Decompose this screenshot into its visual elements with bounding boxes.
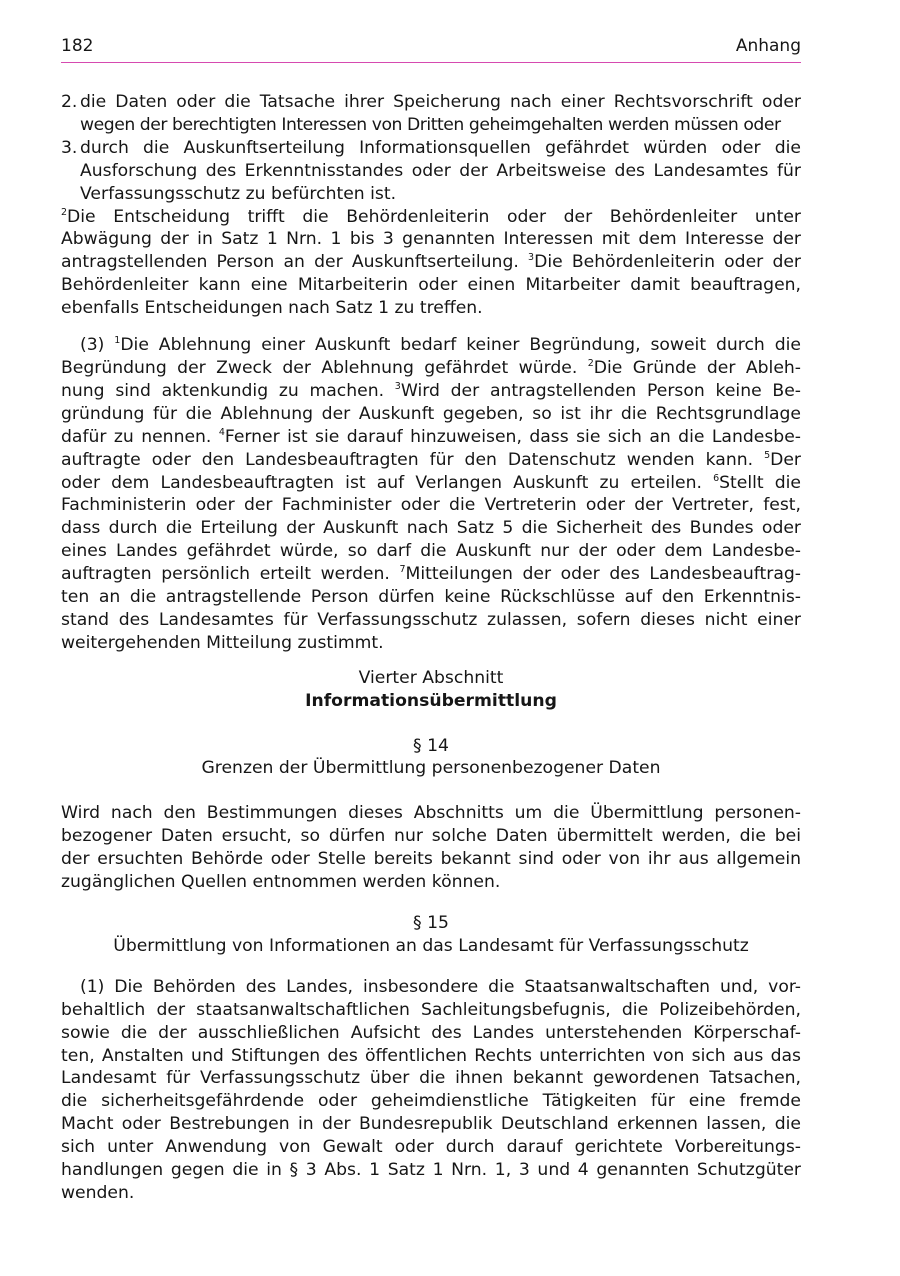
running-header — [61, 36, 801, 63]
paragraph-line: antragstellenden Person an der Auskunftserteilung. — [61, 252, 529, 273]
sentence-number: 5 — [764, 449, 771, 461]
list-item-line: Verfassungsschutz zu befürchten ist. — [80, 183, 397, 204]
paragraph-line: dafür zu nennen. — [61, 426, 219, 447]
paragraph-line: handlungen gegen die in § 3 Abs. 1 Satz 1 Nrn. 1, 3 und 4 genannten Schutzgüter — [61, 1160, 801, 1181]
paragraph-line: Abwägung der in Satz 1 Nrn. 1 bis 3 genannten Interessen mit dem Interesse der — [61, 229, 801, 250]
paragraph-title: Grenzen der Übermittlung personenbezogener Daten — [201, 758, 661, 779]
paragraph-line: Mitteilungen der oder des Landesbeauftrag- — [405, 564, 801, 585]
header-title: Anhang — [735, 36, 801, 56]
paragraph-line: (1) Die Behörden des Landes, insbesondere die Staatsanwaltschaften und, vor- — [80, 976, 801, 997]
paragraph-line: weitergehenden Mitteilung zustimmt. — [61, 632, 384, 653]
paragraph-line: oder dem Landesbeauftragten ist auf Verlangen Auskunft zu erteilen. — [61, 472, 714, 493]
paragraph-line: Der — [770, 449, 801, 470]
paragraph-line: ten, Anstalten und Stiftungen des öffentlichen Rechts unterrichten von sich aus das — [61, 1045, 801, 1066]
paragraph-symbol: § 14 — [413, 735, 449, 756]
paragraph-line: zugänglichen Quellen entnommen werden können. — [61, 872, 501, 893]
paragraph-line: sich unter Anwendung von Gewalt oder durch darauf gerichtete Vorbereitungs- — [61, 1137, 801, 1158]
page-body — [61, 91, 801, 1205]
paragraph-line: stand des Landesamtes für Verfassungsschutz zulassen, sofern dieses nicht einer — [61, 609, 801, 630]
paragraph-symbol: § 15 — [413, 913, 449, 933]
list-item — [61, 91, 801, 137]
paragraph-line: Die Ablehnung einer Auskunft bedarf keiner Begründung, soweit durch die — [120, 335, 801, 356]
paragraph-abs3 — [61, 334, 801, 655]
sentence-number: 3 — [528, 252, 535, 264]
paragraph-line: Macht oder Bestrebungen in der Bundesrepublik Deutschland erkennen lassen, die — [61, 1114, 801, 1135]
list-item — [61, 137, 801, 206]
sentence-number: 7 — [399, 564, 406, 576]
paragraph-line: der ersuchten Behörde oder Stelle bereits bekannt sind oder von ihr aus allgemein — [61, 849, 801, 870]
paragraph-line: ten an die antragstellende Person dürfen keine Rückschlüsse auf den Erkenntnis- — [61, 587, 801, 608]
sentence-number: 4 — [218, 426, 225, 438]
paragraph-line: sowie die der ausschließlichen Aufsicht des Landes unterstehenden Körperschaf- — [61, 1022, 801, 1043]
paragraph-line: nung sind aktenkundig zu machen. — [61, 380, 395, 401]
paragraph-line: bezogener Daten ersucht, so dürfen nur solche Daten übermittelt werden, die bei — [61, 826, 801, 847]
page-number: 182 — [61, 36, 94, 56]
paragraph-line: eines Landes gefährdet würde, so darf die Auskunft nur der oder dem Landesbe- — [61, 541, 801, 562]
paragraph-line: wenden. — [61, 1182, 135, 1203]
paragraph-line: Ferner ist sie darauf hinzuweisen, dass sie sich an die Landesbe- — [224, 426, 801, 447]
paragraph-line: auftragten persönlich erteilt werden. — [61, 564, 400, 585]
paragraph-15-body — [61, 976, 801, 1205]
sentence-number: 2 — [61, 206, 68, 218]
sentence-number: 1 — [114, 335, 121, 347]
sentence-number: 3 — [394, 380, 401, 392]
sentence-number: 2 — [587, 357, 594, 369]
paragraph-number: (3) — [80, 335, 115, 356]
paragraph-line: Wird nach den Bestimmungen dieses Abschnitts um die Übermittlung personen- — [61, 803, 801, 824]
paragraph-entscheidung — [61, 206, 801, 321]
paragraph-line: Begründung der Zweck der Ablehnung gefährdet würde. — [61, 357, 588, 378]
paragraph-title: Übermittlung von Informationen an das Landesamt für Verfassungsschutz — [113, 935, 749, 956]
list-item-line: durch die Auskunftserteilung Informationsquellen gefährdet würden oder die — [80, 137, 801, 158]
paragraph-line: auftragte oder den Landesbeauftragten für den Datenschutz wenden kann. — [61, 449, 765, 470]
list-item-line: wegen der berechtigten Interessen von Dritten geheimgehalten werden müssen oder — [80, 114, 781, 135]
paragraph-line: die sicherheitsgefährdende oder geheimdienstliche Tätigkeiten für eine fremde — [61, 1091, 801, 1112]
paragraph-line: Fachministerin oder der Fachminister oder die Vertreterin oder der Vertreter, fest, — [61, 495, 801, 516]
paragraph-line: ebenfalls Entscheidungen nach Satz 1 zu treffen. — [61, 298, 483, 319]
paragraph-line: Stellt die — [719, 472, 801, 493]
paragraph-line: dass durch die Erteilung der Auskunft nach Satz 5 die Sicherheit des Bundes oder — [61, 518, 801, 539]
paragraph-line: Die Behördenleiterin oder der — [534, 252, 801, 273]
section-label: Vierter Abschnitt — [358, 667, 504, 688]
paragraph-line: Landesamt für Verfassungsschutz über die ihnen bekannt gewordenen Tatsachen, — [61, 1068, 801, 1089]
list-item-line: die Daten oder die Tatsache ihrer Speicherung nach einer Rechtsvorschrift oder — [80, 92, 801, 112]
paragraph-line: Behördenleiter kann eine Mitarbeiterin oder einen Mitarbeiter damit beauftragen, — [61, 275, 801, 296]
sentence-number: 6 — [713, 472, 720, 484]
section-title: Informationsübermittlung — [305, 690, 557, 711]
list-item-number: 2. — [61, 92, 78, 112]
paragraph-line: Die Entscheidung trifft die Behördenleiterin oder der Behördenleiter unter — [67, 206, 801, 227]
paragraph-line: Wird der antragstellenden Person keine Be- — [400, 380, 801, 401]
list-item-number: 3. — [61, 137, 78, 158]
paragraph-14-body — [61, 802, 801, 894]
paragraph-line: Die Gründe der Ableh- — [593, 357, 801, 378]
paragraph-line: gründung für die Ablehnung der Auskunft gegeben, so ist ihr die Rechtsgrundlage — [61, 403, 801, 424]
list-item-line: Ausforschung des Erkenntnisstandes oder der Arbeitsweise des Landesamtes für — [80, 160, 801, 181]
paragraph-line: behaltlich der staatsanwaltschaftlichen Sachleitungsbefugnis, die Polizeibehörden, — [61, 999, 801, 1020]
